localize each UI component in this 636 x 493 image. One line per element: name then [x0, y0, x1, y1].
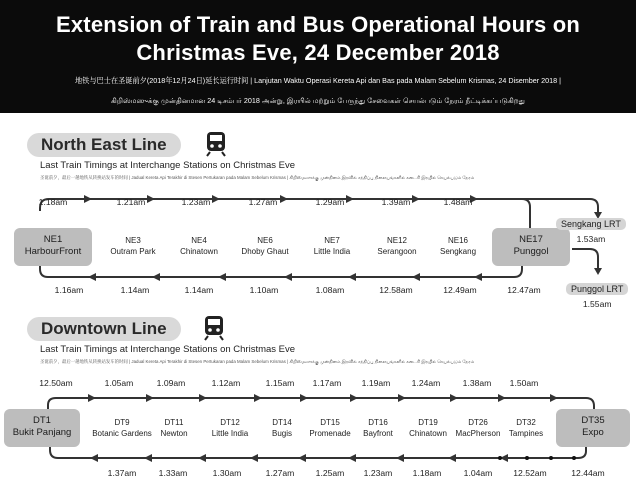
nel-time-ne12-top: 1.39am — [381, 197, 411, 207]
nel-station-ne7: NE7 Little India — [313, 236, 351, 256]
nel-section — [0, 113, 636, 313]
dtl-time-dt19-top: 1.24am — [411, 378, 441, 388]
dtl-station-dt14: DT14 Bugis — [271, 418, 293, 438]
nel-time-ne1-top: 1.18am — [38, 197, 68, 207]
dtl-time-dt12-top: 1.12am — [211, 378, 241, 388]
nel-time-ne16-bottom: 12.49am — [443, 285, 477, 295]
nel-time-ne7-top: 1.29am — [315, 197, 345, 207]
nel-station-ne6: NE6 Dhoby Ghaut — [241, 236, 289, 256]
nel-station-ne12: NE12 Serangoon — [377, 236, 417, 256]
nel-time-ne6-bottom: 1.10am — [249, 285, 279, 295]
dtl-time-dt26-bottom: 1.04am — [463, 468, 493, 478]
dtl-terminal-bukit-panjang — [4, 409, 80, 447]
dtl-time-dt9-top: 1.05am — [104, 378, 134, 388]
terminal-code: DT1 — [33, 415, 51, 426]
page-title-line1: Extension of Train and Bus Operational Hours on — [55, 12, 580, 37]
dtl-time-dt19-bottom: 1.18am — [412, 468, 442, 478]
dtl-section — [0, 313, 636, 493]
nel-caption-translations: 圣诞前夕，最后一趟地铁从转换站发车的时间 | Jadual Kereta Api Terakhir di Stesen Pertukaran pada Malam Sebelum Krismas | கிறிஸ்மஸுக்கு முன்தினம் இரவில் சந்திப்பு நிலையங்களில் கடைசி இரயில் செயல்படும் நேரம் — [40, 175, 475, 180]
dtl-time-dt26-top: 1.38am — [462, 378, 492, 388]
dtl-station-dt12: DT12 Little India — [211, 418, 249, 438]
nel-time-ne12-bottom: 12.58am — [379, 285, 413, 295]
dtl-time-dt16-bottom: 1.23am — [363, 468, 393, 478]
nel-link-punggol-lrt: Punggol LRT 1.55am — [566, 279, 628, 309]
nel-time-ne1-bottom: 1.16am — [54, 285, 84, 295]
dtl-caption: Last Train Timings at Interchange Stations on Christmas Eve — [40, 344, 296, 355]
dtl-line-title: Downtown Line — [27, 317, 181, 341]
nel-line-title: North East Line — [27, 133, 181, 157]
dtl-time-dt1-top: 12.50am — [39, 378, 73, 388]
terminal-code: NE1 — [43, 234, 63, 245]
dtl-time-dt11-bottom: 1.33am — [158, 468, 188, 478]
dtl-caption-translations: 圣诞前夕，最后一趟地铁从转换站发车的时间 | Jadual Kereta Api Terakhir di Stesen Pertukaran pada Malam Sebelum Krismas | கிறிஸ்மஸுக்கு முன்தினம் இரவில் சந்திப்பு நிலையங்களில் கடைசி இரயில் செயல்படும் நேரம் — [40, 359, 475, 364]
nel-link-sengkang-lrt: Sengkang LRT 1.53am — [556, 214, 626, 244]
dtl-time-dt12-bottom: 1.30am — [212, 468, 242, 478]
nel-station-ne3: NE3 Outram Park — [110, 236, 156, 256]
dtl-time-dt32-bottom: 12.52am — [513, 468, 547, 478]
dtl-terminal-expo — [556, 409, 630, 447]
nel-time-ne3-top: 1.21am — [116, 197, 146, 207]
dtl-time-dt15-bottom: 1.25am — [315, 468, 345, 478]
terminal-name: Bukit Panjang — [12, 427, 72, 438]
dtl-station-dt9: DT9 Botanic Gardens — [92, 418, 152, 438]
dtl-time-dt16-top: 1.19am — [361, 378, 391, 388]
subtitle-line1: 地铁与巴士在圣诞前夕(2018年12月24日)延长运行时间 | Lanjutan Waktu Operasi Kereta Api dan Bas pada Malam Sebelum Krismas, 24 Disember 2018 | — [74, 76, 562, 85]
dtl-time-dt15-top: 1.17am — [312, 378, 342, 388]
terminal-name: Punggol — [513, 246, 549, 257]
dtl-station-dt11: DT11 Newton — [160, 418, 188, 438]
dtl-time-dt9-bottom: 1.37am — [107, 468, 137, 478]
dtl-station-dt26: DT26 MacPherson — [455, 418, 501, 438]
terminal-name: HarbourFront — [24, 246, 82, 257]
nel-time-ne4-top: 1.23am — [181, 197, 211, 207]
dtl-station-dt15: DT15 Promenade — [309, 418, 351, 438]
dtl-time-dt32-top: 1.50am — [509, 378, 539, 388]
terminal-code: DT35 — [581, 415, 605, 426]
dtl-time-dt11-top: 1.09am — [156, 378, 186, 388]
dtl-time-dt14-top: 1.15am — [265, 378, 295, 388]
terminal-code: NE17 — [519, 234, 543, 245]
nel-time-ne4-bottom: 1.14am — [184, 285, 214, 295]
train-icon — [205, 131, 227, 157]
nel-station-ne16: NE16 Sengkang — [439, 236, 477, 256]
nel-time-ne7-bottom: 1.08am — [315, 285, 345, 295]
header-banner — [0, 0, 636, 113]
nel-time-ne16-top: 1.48am — [443, 197, 473, 207]
nel-time-ne17-bottom: 12.47am — [507, 285, 541, 295]
terminal-name: Expo — [582, 427, 604, 438]
nel-station-ne4: NE4 Chinatown — [180, 236, 218, 256]
nel-terminal-harbourfront — [14, 228, 92, 266]
nel-time-ne6-top: 1.27am — [248, 197, 278, 207]
nel-caption: Last Train Timings at Interchange Stations on Christmas Eve — [40, 160, 296, 171]
nel-time-ne3-bottom: 1.14am — [120, 285, 150, 295]
dtl-station-dt32: DT32 Tampines — [508, 418, 544, 438]
dtl-time-dt14-bottom: 1.27am — [265, 468, 295, 478]
train-icon — [203, 315, 225, 341]
page-title-line2: Christmas Eve, 24 December 2018 — [136, 40, 500, 65]
dtl-time-dt35-bottom: 12.44am — [571, 468, 605, 478]
dtl-station-dt19: DT19 Chinatown — [409, 418, 447, 438]
dtl-station-dt16: DT16 Bayfront — [363, 418, 393, 438]
subtitle-line2: கிறிஸ்மஸுக்கு முன்தினமான 24 டிசம்பர் 2018 அன்று, இரயில் மற்றும் பேருந்து சேவைகள் செயல்படும் நேரம் நீட்டிக்கப்படுகிறது — [111, 96, 525, 105]
